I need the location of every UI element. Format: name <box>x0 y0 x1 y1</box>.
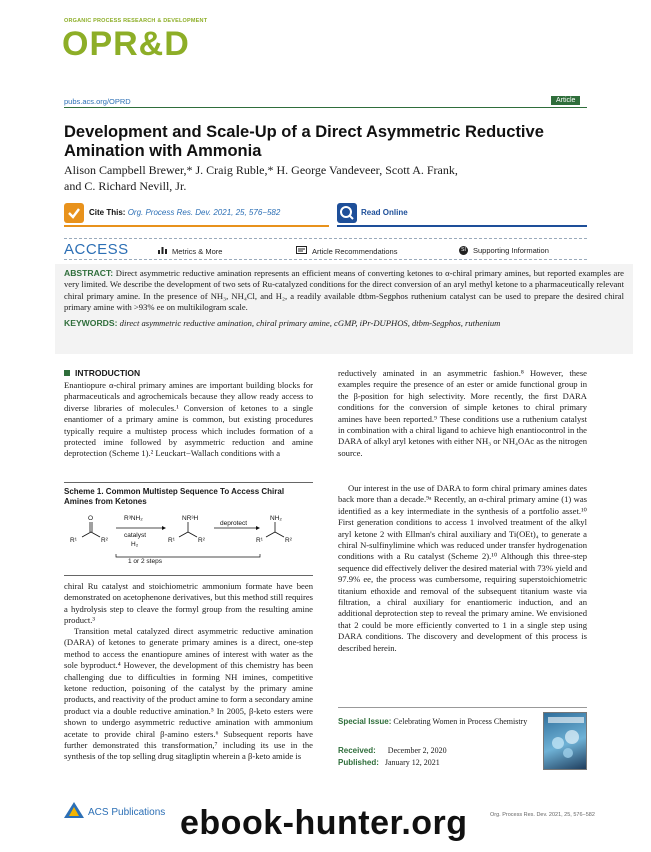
published-value: January 12, 2021 <box>384 758 440 767</box>
read-online-underline <box>337 225 587 227</box>
header-rule <box>64 107 587 108</box>
scheme-top-rule <box>64 482 313 483</box>
acs-publications-logo[interactable] <box>64 802 165 823</box>
imine-nh: NR³H <box>182 515 199 522</box>
reagent-h2: H₂ <box>131 541 139 548</box>
reagent-steps: 1 or 2 steps <box>128 558 162 565</box>
article-recommendations-icon <box>296 246 307 256</box>
abstract-paragraph <box>64 268 624 314</box>
article-title <box>64 123 594 161</box>
scheme-diagram <box>64 510 313 570</box>
reagent-catalyst: catalyst <box>124 532 147 539</box>
bar-chart-icon <box>158 246 167 256</box>
journal-cover-image[interactable] <box>543 712 587 770</box>
journal-logo: OPR&D <box>62 25 190 63</box>
intro-paragraph-4: reductively aminated in an asymmetric fashion.⁸ However, these examples require the presence of an ester or amide functional group in the β-position for high selectivity. More recently, the first DARA conditions for the conversion of simple ketones to chiral primary amines have been reported.⁹ These conditions use a ruthenium catalyst in combination with a chiral ligand to achieve high enantiocontrol in the DARA of alkyl aryl ketones with either NH₃ or NH₄OAc as the nitrogen source. <box>338 368 587 458</box>
title-line-2: Amination with Ammonia <box>64 142 262 160</box>
footer-reference: Org. Process Res. Dev. 2021, 25, 576−582 <box>490 812 595 818</box>
received-label: Received: <box>338 746 376 755</box>
ketone-oxygen: O <box>88 515 94 522</box>
published-label: Published: <box>338 758 379 767</box>
published-date <box>338 757 440 768</box>
access-bottom-rule <box>64 259 587 260</box>
supporting-info-label: Supporting Information <box>473 246 549 255</box>
scheme-title: Scheme 1. Common Multistep Sequence To Access Chiral Amines from Ketones <box>64 487 285 506</box>
special-issue-label: Special Issue: <box>338 717 392 726</box>
intro-paragraph-1: Enantiopure α-chiral primary amines are important building blocks for pharmaceuticals and agrochemicals because they allow ready access to diverse libraries of molecules.¹ Conversion of ketones to a single enantiomer of a primary amine is common, but existing procedures typically require a multistep process which includes formation of a protected imine followed by asymmetric reduction and amine deprotection (Scheme 1).² Leuckart−Wallach conditions with a <box>64 380 313 459</box>
authors-line-1: Alison Campbell Brewer,* J. Craig Ruble,* H. George Vandeveer, Scott A. Frank, <box>64 163 458 177</box>
intro-heading <box>64 368 140 378</box>
reagent-deprotect: deprotect <box>220 520 248 527</box>
authors-line-2: and C. Richard Nevill, Jr. <box>64 178 187 193</box>
amine-nh2: NH₂ <box>270 515 282 522</box>
supporting-info-icon: SI <box>459 246 468 255</box>
metrics-link[interactable] <box>158 246 222 256</box>
intro-heading-text: INTRODUCTION <box>75 368 141 378</box>
received-value: December 2, 2020 <box>387 746 447 755</box>
abstract-text: Direct asymmetric reductive amination represents an efficient means of converting ketones to α-chiral primary amines, but reported examples are very limited. We describe the development of two sets of Ru-catalyzed conditions for the direct conversion of an aryl methyl ketone to a pharmaceutically relevant chiral primary amine. In the presence of NH₃, NH₄Cl, and H₂, a readily available dtbm-Segphos ruthenium catalyst can be used to prepare the desired chiral primary amine with >93% ee on multikilogram scale. <box>64 268 624 313</box>
imine-r1: R¹ <box>168 537 175 544</box>
amine-r1: R¹ <box>256 537 263 544</box>
recommendations-label: Article Recommendations <box>312 246 398 256</box>
metrics-label: Metrics & More <box>172 246 223 256</box>
keywords-text: direct asymmetric reductive amination, chiral primary amine, cGMP, iPr-DUPHOS, dtbm-Segphos, ruthenium <box>119 317 501 328</box>
intro-paragraph-2: chiral Ru catalyst and stoichiometric ammonium formate have been demonstrated on acetophenone derivatives, but this method still requires a hydrolysis step to cleave the formyl group from the resulting amine product.³ <box>64 581 313 626</box>
ketone-r2: R² <box>101 537 108 544</box>
read-online-link[interactable]: Read Online <box>361 208 408 217</box>
intro-paragraph-5: Our interest in the use of DARA to form chiral primary amines dates back more than a decade.⁹ᵃ Recently, an α-chiral primary amine (1) was identified as a key intermediate in the synthesis of a portfolio asset.¹⁰ First generation conditions to access 1 involved treatment of the alkyl aryl ketone 2 with Ellman's chiral auxiliary and Ti(OEt)₄ to generate a chiral N-sulfinylimine which was reduced under transfer hydrogenation conditions with a Ru catalyst (Scheme 2).¹⁰ Although this three-step sequence did effectively deliver the desired material with 73% yield and 97.9% ee, the process was cumbersome, requiring superstoichiometric titanium ethoxide and removal of the subsequent titanium waste via filtration, a chiral auxiliary for enantiomeric induction, and an additional deprotection step to reveal the primary amine. We envisioned that 2 could be more efficiently converted to 1 in a single step using DARA conditions. The discovery and development of this process is described herein. <box>338 483 587 653</box>
author-list <box>64 163 594 194</box>
ketone-r1: R¹ <box>70 537 77 544</box>
supporting-info-link[interactable] <box>459 246 549 255</box>
keywords-paragraph <box>64 318 624 329</box>
access-top-rule <box>64 238 587 239</box>
cite-reference[interactable]: Org. Process Res. Dev. 2021, 25, 576−582 <box>127 208 281 217</box>
keywords-label: KEYWORDS: <box>64 317 118 328</box>
acs-logo-icon <box>64 802 84 823</box>
recommendations-link[interactable] <box>296 246 397 256</box>
intro-paragraph-3: Transition metal catalyzed direct asymmetric reductive amination (DARA) of ketones to generate primary amines is a direct, one-step method to access the enantiopure amines of interest with water as the sole byproduct.⁴ However, the development of this chemistry has been challenging due to difficulties in forming NH imines, competitive ketone reduction, poisoning of the catalyst by the primary amine products, and reactivity of the product amine to form a secondary amine product via a double reductive amination.⁵ In 2005, β-keto esters were shown to undergo asymmetric reductive amination with ammonium acetate to provide chiral β-amino esters.⁶ Subsequent reports have further demonstrated this transformation,⁷ including its use in the synthesis of the top selling drug sitagliptin wherein a β-keto amide is <box>64 626 313 762</box>
reagent-amine: R³NH₂ <box>124 515 143 522</box>
article-type-badge: Article <box>551 96 580 105</box>
abstract-box <box>55 264 633 354</box>
special-issue <box>338 716 533 727</box>
special-issue-text: Celebrating Women in Process Chemistry <box>393 717 528 726</box>
abstract-label: ABSTRACT: <box>64 268 114 278</box>
meta-top-rule <box>338 707 587 708</box>
publisher-label: ACS Publications <box>88 807 166 818</box>
imine-r2: R² <box>198 537 205 544</box>
received-date <box>338 745 447 756</box>
watermark: ebook-hunter.org <box>180 804 468 842</box>
access-label: ACCESS <box>64 241 129 258</box>
section-bullet-icon <box>64 370 70 376</box>
title-line-1: Development and Scale-Up of a Direct Asymmetric Reductive <box>64 123 544 141</box>
cite-underline <box>64 225 329 227</box>
cite-icon[interactable] <box>64 203 84 223</box>
amine-r2: R² <box>285 537 292 544</box>
cite-label: Cite This: <box>89 208 126 217</box>
scheme-bottom-rule <box>64 575 313 576</box>
journal-tagline: ORGANIC PROCESS RESEARCH & DEVELOPMENT <box>64 18 208 24</box>
read-online-icon[interactable] <box>337 203 357 223</box>
cite-text[interactable] <box>89 208 280 217</box>
journal-url[interactable]: pubs.acs.org/OPRD <box>64 97 131 106</box>
